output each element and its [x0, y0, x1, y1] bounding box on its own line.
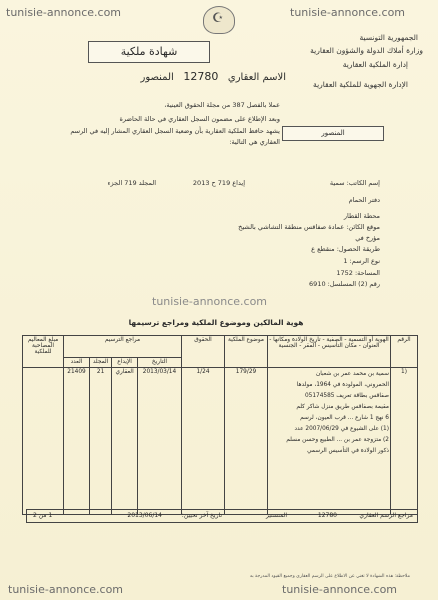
- ownership-table: [22, 335, 418, 515]
- certificate-title: شهادة ملكية: [88, 41, 210, 63]
- property-name-row: [96, 70, 286, 83]
- header-line-1: الجمهورية التونسية: [359, 33, 418, 42]
- owner-line: 2) متزوجة عمر بن ... الطبيع وحسن مسلم: [286, 437, 389, 443]
- area-b: رقم (2) المسلسل: 6910: [309, 280, 380, 288]
- col-subject-header: موضوع الملكية: [225, 336, 268, 368]
- col-owner-header: الهوية أو التسمية - الصفية - تاريخ الولادة ومكانها - العنوان - مكان التأسيس - المقر - الجنسية: [268, 336, 391, 368]
- footer-page: 1 من 2: [33, 512, 53, 519]
- col-num-header: الرقم: [391, 336, 418, 368]
- header-line-3: إدارة الملكية العقارية: [342, 60, 408, 69]
- sub-date: التاريخ: [137, 358, 181, 368]
- deposit-info: إيداع 719 ح 2013: [192, 179, 245, 187]
- owner-line: 6 نهج 1 شارع ... قرب العيون، لرسم: [300, 415, 389, 421]
- sub-volume: المجلد: [89, 358, 111, 368]
- watermark-bottom-right: tunisie-annonce.com: [282, 583, 398, 596]
- owner-line: سمية بن محمد عمر بن شعبان: [315, 371, 389, 377]
- col-tax-header: مبلغ المعاليم المصاحبة للملكية: [23, 336, 64, 368]
- detail-a: إسم الكاتب: سمية: [329, 179, 380, 187]
- owner-line: ذكور الولادة في التأسيس الرسمي: [307, 448, 389, 454]
- footer-date-value: 2013/06/14: [127, 512, 162, 519]
- intro-line-3: يشهد حافظ الملكية العقارية بأن وضعية السجل العقاري المشار إليه في الرسم: [70, 127, 280, 135]
- state-emblem-icon: [203, 6, 235, 34]
- watermark-bottom-left: tunisie-annonce.com: [8, 583, 124, 596]
- volume-info: المجلد 719 الجزء: [107, 179, 156, 187]
- table-title: هوية المالكين وموضوع الملكية ومراجع ترسيمها: [128, 318, 304, 327]
- detail-e: طريقة الحصول: منقطع ع: [311, 245, 380, 253]
- name-label: الاسم العقاري: [227, 72, 286, 83]
- detail-f: نوع الرسم: 1: [343, 257, 380, 265]
- footer-date-label: تاريخ آخر تحيين:: [181, 512, 222, 519]
- header-line-2: وزارة أملاك الدولة والشؤون العقارية: [310, 46, 423, 55]
- sub-doc: العدد: [64, 358, 90, 368]
- property-number: 12780: [183, 70, 219, 83]
- watermark-middle: tunisie-annonce.com: [152, 295, 268, 308]
- cell-subject: 179/29: [225, 368, 268, 515]
- cell-date: 2013/03/14: [137, 368, 181, 515]
- date-small: مؤرخ في: [355, 234, 380, 242]
- intro-line-2: وبعد الإطلاع على مضمون السجل العقاري في حالة الحاضرة: [119, 115, 280, 123]
- intro-line-4: العقاري هي التالية:: [229, 138, 280, 146]
- detail-b: دفتر الحمام: [348, 196, 380, 204]
- cell-vol: 21: [89, 368, 111, 515]
- watermark-top-left: tunisie-annonce.com: [6, 6, 122, 19]
- header-line-4: الإدارة الجهوية للملكية العقارية: [313, 80, 408, 89]
- area-a: المساحة: 1752: [336, 269, 380, 277]
- col-refs-header: مراجع الترسيم: [64, 336, 182, 358]
- detail-c: محطة القطار: [343, 212, 380, 220]
- sub-deposit: الإيداع: [112, 358, 138, 368]
- table-row: [23, 368, 418, 515]
- intro-line-1: عملا بالفصل 387 من مجلة الحقوق العينية،: [164, 101, 280, 109]
- footer-ref-value: 12780: [317, 512, 337, 519]
- col-rights-header: الحقوق: [182, 336, 225, 368]
- cell-num: 1): [391, 368, 418, 515]
- owner-line: (1) على الشيوع في 2007/06/29 عدد: [294, 426, 389, 432]
- detail-d: موقع الكائن: عمادة صفاقس منطقة التشاشي بالشيخ: [238, 223, 380, 231]
- owner-line: مقيمة بصفاقس طريق منزل شاكر كلم: [296, 404, 389, 410]
- watermark-top-right: tunisie-annonce.com: [290, 6, 406, 19]
- owner-line: صفاقس بطاقة تعريف 05174585: [304, 393, 389, 399]
- footer-place: المنستير: [265, 512, 287, 519]
- footer-note: ملاحظة: هذه الشهادة لا تغني عن الاطلاع على الرسم العقاري وجميع القيود المدرجة به: [249, 574, 410, 579]
- footer-ref-label: مراجع الرسم العقاري: [359, 512, 413, 519]
- cell-owner: [268, 368, 391, 515]
- office-box: المنصور: [282, 126, 384, 141]
- cell-rights: 1/24: [182, 368, 225, 515]
- cell-dep: العقاري: [112, 368, 138, 515]
- owner-line: الحمروني، المولودة في 1964، مولدها: [296, 382, 389, 388]
- footer-refs: [26, 509, 418, 523]
- cell-doc: 21409: [64, 368, 90, 515]
- property-name: المنصور: [140, 72, 174, 83]
